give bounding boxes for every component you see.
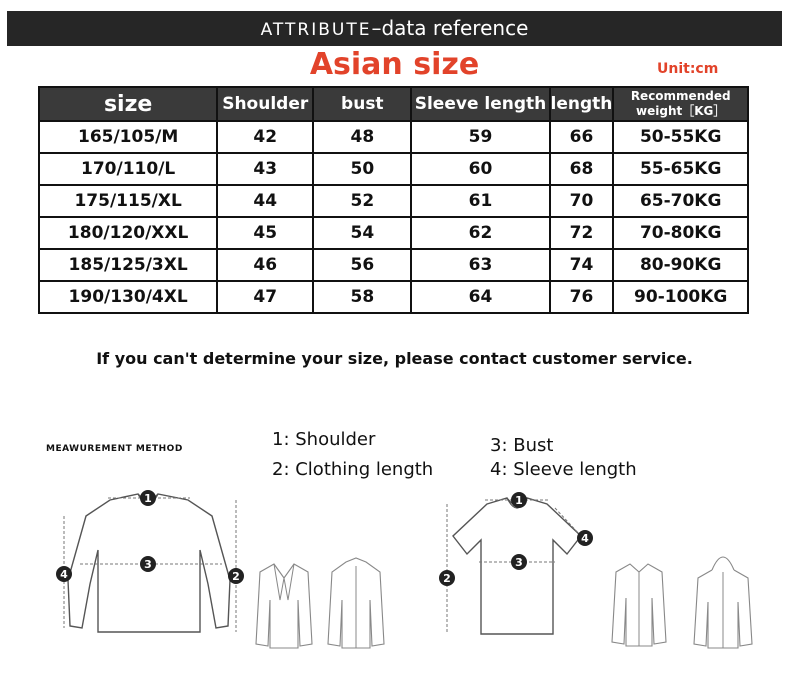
sweater-diagram bbox=[50, 480, 250, 650]
cell-sleeve: 64 bbox=[411, 281, 549, 313]
cell-bust: 48 bbox=[313, 121, 411, 153]
blazer-icon bbox=[254, 560, 314, 650]
marker-4-icon bbox=[56, 566, 72, 582]
table-row bbox=[39, 217, 748, 249]
marker-2-icon bbox=[228, 568, 244, 584]
cell-shoulder: 46 bbox=[217, 249, 313, 281]
cell-sleeve: 59 bbox=[411, 121, 549, 153]
cell-length: 70 bbox=[550, 185, 614, 217]
cell-length: 76 bbox=[550, 281, 614, 313]
cell-size: 180/120/XXL bbox=[39, 217, 217, 249]
marker-2-icon bbox=[439, 570, 455, 586]
cell-shoulder: 43 bbox=[217, 153, 313, 185]
cell-weight: 70-80KG bbox=[613, 217, 748, 249]
hoodie-icon bbox=[690, 548, 756, 650]
marker-1-icon bbox=[140, 490, 156, 506]
contact-note: If you can't determine your size, please contact customer service. bbox=[96, 349, 693, 368]
header-recommended-weight bbox=[613, 87, 748, 121]
cell-bust: 58 bbox=[313, 281, 411, 313]
jacket-icon bbox=[326, 556, 386, 650]
marker-4-icon bbox=[577, 530, 593, 546]
cell-shoulder: 44 bbox=[217, 185, 313, 217]
cell-weight: 80-90KG bbox=[613, 249, 748, 281]
unit-label: Unit:cm bbox=[657, 61, 719, 77]
header-length: length bbox=[550, 87, 614, 121]
table-row bbox=[39, 153, 748, 185]
cell-length: 66 bbox=[550, 121, 614, 153]
cell-size: 175/115/XL bbox=[39, 185, 217, 217]
cell-weight: 65-70KG bbox=[613, 185, 748, 217]
header-size: size bbox=[39, 87, 217, 121]
header-sleeve-length: Sleeve length bbox=[411, 87, 549, 121]
shirt-icon bbox=[610, 560, 668, 648]
marker-3-icon bbox=[140, 556, 156, 572]
cell-shoulder: 45 bbox=[217, 217, 313, 249]
banner-rest: –data reference bbox=[371, 16, 529, 40]
cell-length: 74 bbox=[550, 249, 614, 281]
cell-bust: 52 bbox=[313, 185, 411, 217]
cell-sleeve: 63 bbox=[411, 249, 549, 281]
legend-clothing-length: 2: Clothing length bbox=[272, 459, 434, 480]
cell-size: 170/110/L bbox=[39, 153, 217, 185]
header-shoulder: Shoulder bbox=[217, 87, 313, 121]
legend-sleeve-length: 4: Sleeve length bbox=[490, 459, 637, 480]
svg-text:1: 1 bbox=[144, 492, 152, 505]
table-row bbox=[39, 185, 748, 217]
legend-bust: 3: Bust bbox=[490, 435, 554, 456]
table-row bbox=[39, 121, 748, 153]
table-header-row bbox=[39, 87, 748, 121]
cell-sleeve: 60 bbox=[411, 153, 549, 185]
header-rec-line2: weight［KG］ bbox=[636, 104, 726, 118]
svg-text:3: 3 bbox=[144, 558, 152, 571]
cell-bust: 54 bbox=[313, 217, 411, 249]
tshirt-diagram bbox=[435, 482, 605, 652]
cell-sleeve: 62 bbox=[411, 217, 549, 249]
svg-text:4: 4 bbox=[60, 568, 68, 581]
svg-text:4: 4 bbox=[581, 532, 589, 545]
cell-bust: 56 bbox=[313, 249, 411, 281]
cell-length: 72 bbox=[550, 217, 614, 249]
tshirt-sleeve-line bbox=[555, 508, 581, 536]
header-bust: bust bbox=[313, 87, 411, 121]
table-row bbox=[39, 281, 748, 313]
cell-weight: 55-65KG bbox=[613, 153, 748, 185]
svg-text:3: 3 bbox=[515, 556, 523, 569]
svg-text:1: 1 bbox=[515, 494, 523, 507]
title-banner bbox=[7, 11, 782, 46]
header-rec-line1: Recommended bbox=[630, 89, 731, 103]
cell-sleeve: 61 bbox=[411, 185, 549, 217]
cell-size: 165/105/M bbox=[39, 121, 217, 153]
cell-bust: 50 bbox=[313, 153, 411, 185]
cell-shoulder: 47 bbox=[217, 281, 313, 313]
cell-length: 68 bbox=[550, 153, 614, 185]
cell-weight: 50-55KG bbox=[613, 121, 748, 153]
banner-caps: ATTRIBUTE bbox=[260, 20, 372, 40]
cell-size: 185/125/3XL bbox=[39, 249, 217, 281]
size-table bbox=[38, 86, 749, 314]
method-title: MEAWUREMENT METHOD bbox=[46, 444, 183, 454]
cell-weight: 90-100KG bbox=[613, 281, 748, 313]
cell-size: 190/130/4XL bbox=[39, 281, 217, 313]
legend-shoulder: 1: Shoulder bbox=[272, 429, 376, 450]
marker-3-icon bbox=[511, 554, 527, 570]
page-title: Asian size bbox=[309, 47, 480, 82]
marker-1-icon bbox=[511, 492, 527, 508]
table-row bbox=[39, 249, 748, 281]
svg-text:2: 2 bbox=[232, 570, 240, 583]
svg-text:2: 2 bbox=[443, 572, 451, 585]
cell-shoulder: 42 bbox=[217, 121, 313, 153]
